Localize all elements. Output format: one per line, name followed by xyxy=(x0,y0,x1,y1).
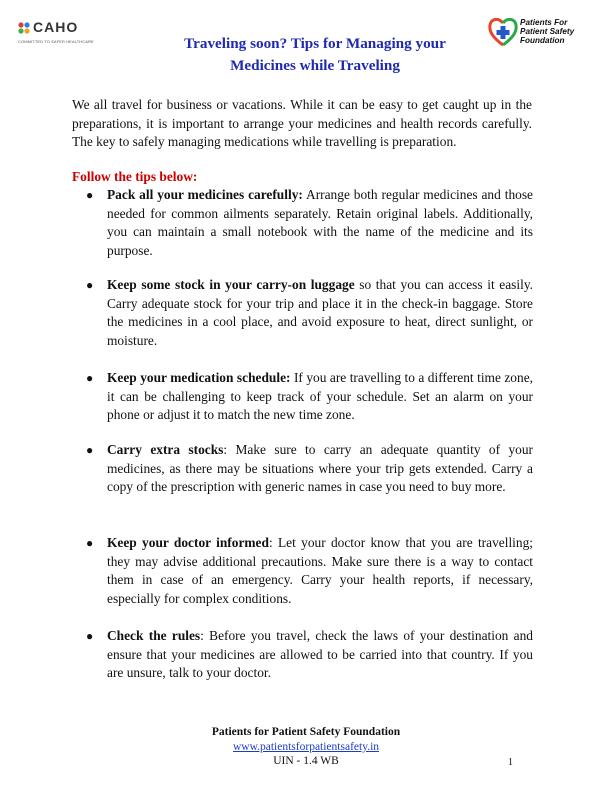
footer-website-link[interactable]: www.patientsforpatientsafety.in xyxy=(232,741,380,753)
tips-heading: Follow the tips below: xyxy=(72,169,198,184)
tip-text: : Make sure to carry an adequate quantity of your medicines, as there may be situations where your trip gets extended. Carry a copy of the prescription with generic names in case you need to buy more. xyxy=(107,442,533,494)
tip-text: Arrange both regular medicines and those needed for common ailments separately. Retain original labels. Additionally, you can maintain a small notebook with the name of the medicine and its purpose. xyxy=(107,187,533,258)
tip-item xyxy=(86,369,533,425)
caho-tagline: COMMITTED TO SAFER HEALTHCARE xyxy=(18,39,94,44)
page-title: Traveling soon? Tips for Managing your Medicines while Traveling xyxy=(184,35,446,74)
bullet-icon: ● xyxy=(86,278,94,292)
tip-item xyxy=(86,186,533,260)
tip-title: Keep some stock in your carry-on luggage xyxy=(107,277,355,292)
tip-title: Carry extra stocks xyxy=(107,442,224,457)
tip-item xyxy=(86,627,533,683)
bullet-icon: ● xyxy=(86,629,94,643)
bullet-icon: ● xyxy=(86,371,94,385)
tip-item xyxy=(86,441,533,497)
footer-uin: UIN - 1.4 WB xyxy=(273,755,339,767)
tip-title: Pack all your medicines carefully: xyxy=(107,187,303,202)
tip-text: If you are travelling to a different time zone, it can be challenging to keep track of your schedule. Set an alarm on your phone or adjust it to match the new time zone. xyxy=(107,370,533,422)
bullet-icon: ● xyxy=(86,188,94,202)
tip-text: : Let your doctor know that you are travelling; they may advise additional precautions. Make sure there is a way to contact them in case of an emergency. Carry your health reports, if necessary, especially for complex conditions. xyxy=(107,535,533,606)
bullet-icon: ● xyxy=(86,443,94,457)
pfps-logo-text: Patients For Patient Safety Foundation xyxy=(520,18,575,45)
tip-title: Keep your medication schedule: xyxy=(107,370,291,385)
footer-organization: Patients for Patient Safety Foundation xyxy=(211,726,401,738)
caho-emblem-icon xyxy=(16,20,32,36)
tip-title: Keep your doctor informed xyxy=(107,535,269,550)
tip-item xyxy=(86,276,533,350)
page-number: 1 xyxy=(508,757,513,768)
caho-logo xyxy=(16,18,94,48)
caho-logo-text: CAHO xyxy=(33,19,79,35)
intro-paragraph: We all travel for business or vacations. While it can be easy to get caught up in the preparations, it is important to arrange your medicines and health records carefully. The key to safely managing medications while travelling is preparation. xyxy=(72,97,532,149)
tip-item xyxy=(86,534,533,608)
bullet-icon: ● xyxy=(86,536,94,550)
tip-text: so that you can access it easily. Carry adequate stock for your trip and place it in the check-in baggage. Store the medicines in a cool place, and avoid exposure to heat, direct sunlight, or moisture. xyxy=(107,277,533,348)
tip-text: : Before you travel, check the laws of your destination and ensure that your medicines are allowed to be carried into that country. If you are unsure, talk to your doctor. xyxy=(107,628,533,680)
tip-title: Check the rules xyxy=(107,628,201,643)
